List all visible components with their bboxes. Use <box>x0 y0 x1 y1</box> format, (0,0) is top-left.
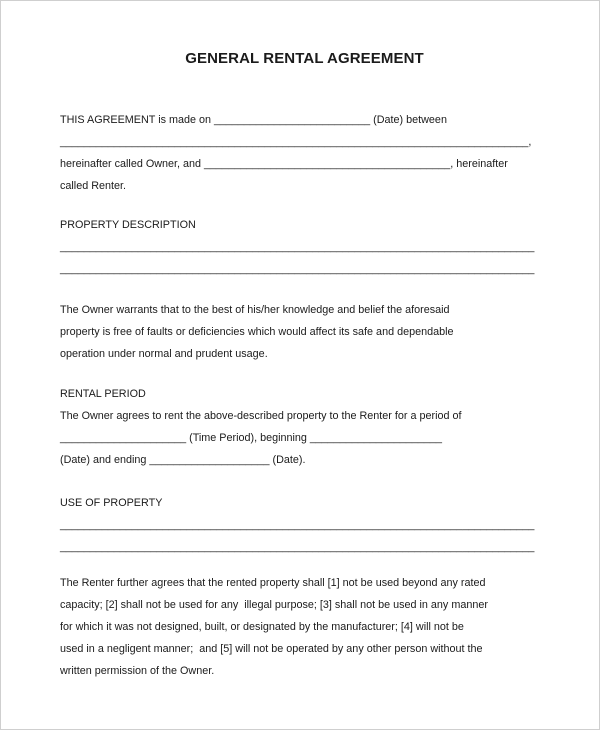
intro-line: hereinafter called Owner, and _________________________________________, hereinafter <box>60 158 508 170</box>
renter-obligations-line: used in a negligent manner; and [5] will not be operated by any other person without the <box>60 643 483 655</box>
renter-obligations-paragraph <box>60 572 549 682</box>
section-heading-rental-period: RENTAL PERIOD <box>60 388 146 400</box>
renter-obligations-line: capacity; [2] shall not be used for any illegal purpose; [3] shall not be used in any manner <box>60 599 488 611</box>
rental-period-line: The Owner agrees to rent the above-described property to the Renter for a period of <box>60 410 462 422</box>
rental-period-paragraph <box>60 405 549 471</box>
section-heading-use-of-property: USE OF PROPERTY <box>60 497 163 509</box>
owner-warranty-line: property is free of faults or deficiencies which would affect its safe and dependable <box>60 326 454 338</box>
renter-obligations-line: The Renter further agrees that the rented property shall [1] not be used beyond any rated <box>60 577 486 589</box>
fill-in-blank-line: _______________________________________________________________________________ <box>60 541 535 553</box>
renter-obligations-line: for which it was not designed, built, or designated by the manufacturer; [4] will not be <box>60 621 464 633</box>
intro-fill-in-blank-line: ______________________________________________________________________________, <box>60 136 532 148</box>
rental-period-fill-in-line: (Date) and ending ____________________ (Date). <box>60 454 306 466</box>
intro-paragraph <box>60 109 549 197</box>
owner-warranty-line: operation under normal and prudent usage. <box>60 348 268 360</box>
section-heading-property-description: PROPERTY DESCRIPTION <box>60 219 196 231</box>
use-of-property-blanks <box>60 514 549 558</box>
fill-in-blank-line: _______________________________________________________________________________ <box>60 519 535 531</box>
fill-in-blank-line: _______________________________________________________________________________ <box>60 263 535 275</box>
intro-line: called Renter. <box>60 180 127 192</box>
renter-obligations-line: written permission of the Owner. <box>60 665 215 677</box>
fill-in-blank-line: _______________________________________________________________________________ <box>60 241 535 253</box>
document-title: GENERAL RENTAL AGREEMENT <box>185 50 424 67</box>
property-description-blanks <box>60 236 549 280</box>
intro-line: THIS AGREEMENT is made on __________________________ (Date) between <box>60 114 447 126</box>
rental-period-fill-in-line: _____________________ (Time Period), beginning ______________________ <box>60 432 443 444</box>
owner-warranty-line: The Owner warrants that to the best of his/her knowledge and belief the aforesaid <box>60 304 450 316</box>
owner-warranty-paragraph <box>60 299 549 365</box>
